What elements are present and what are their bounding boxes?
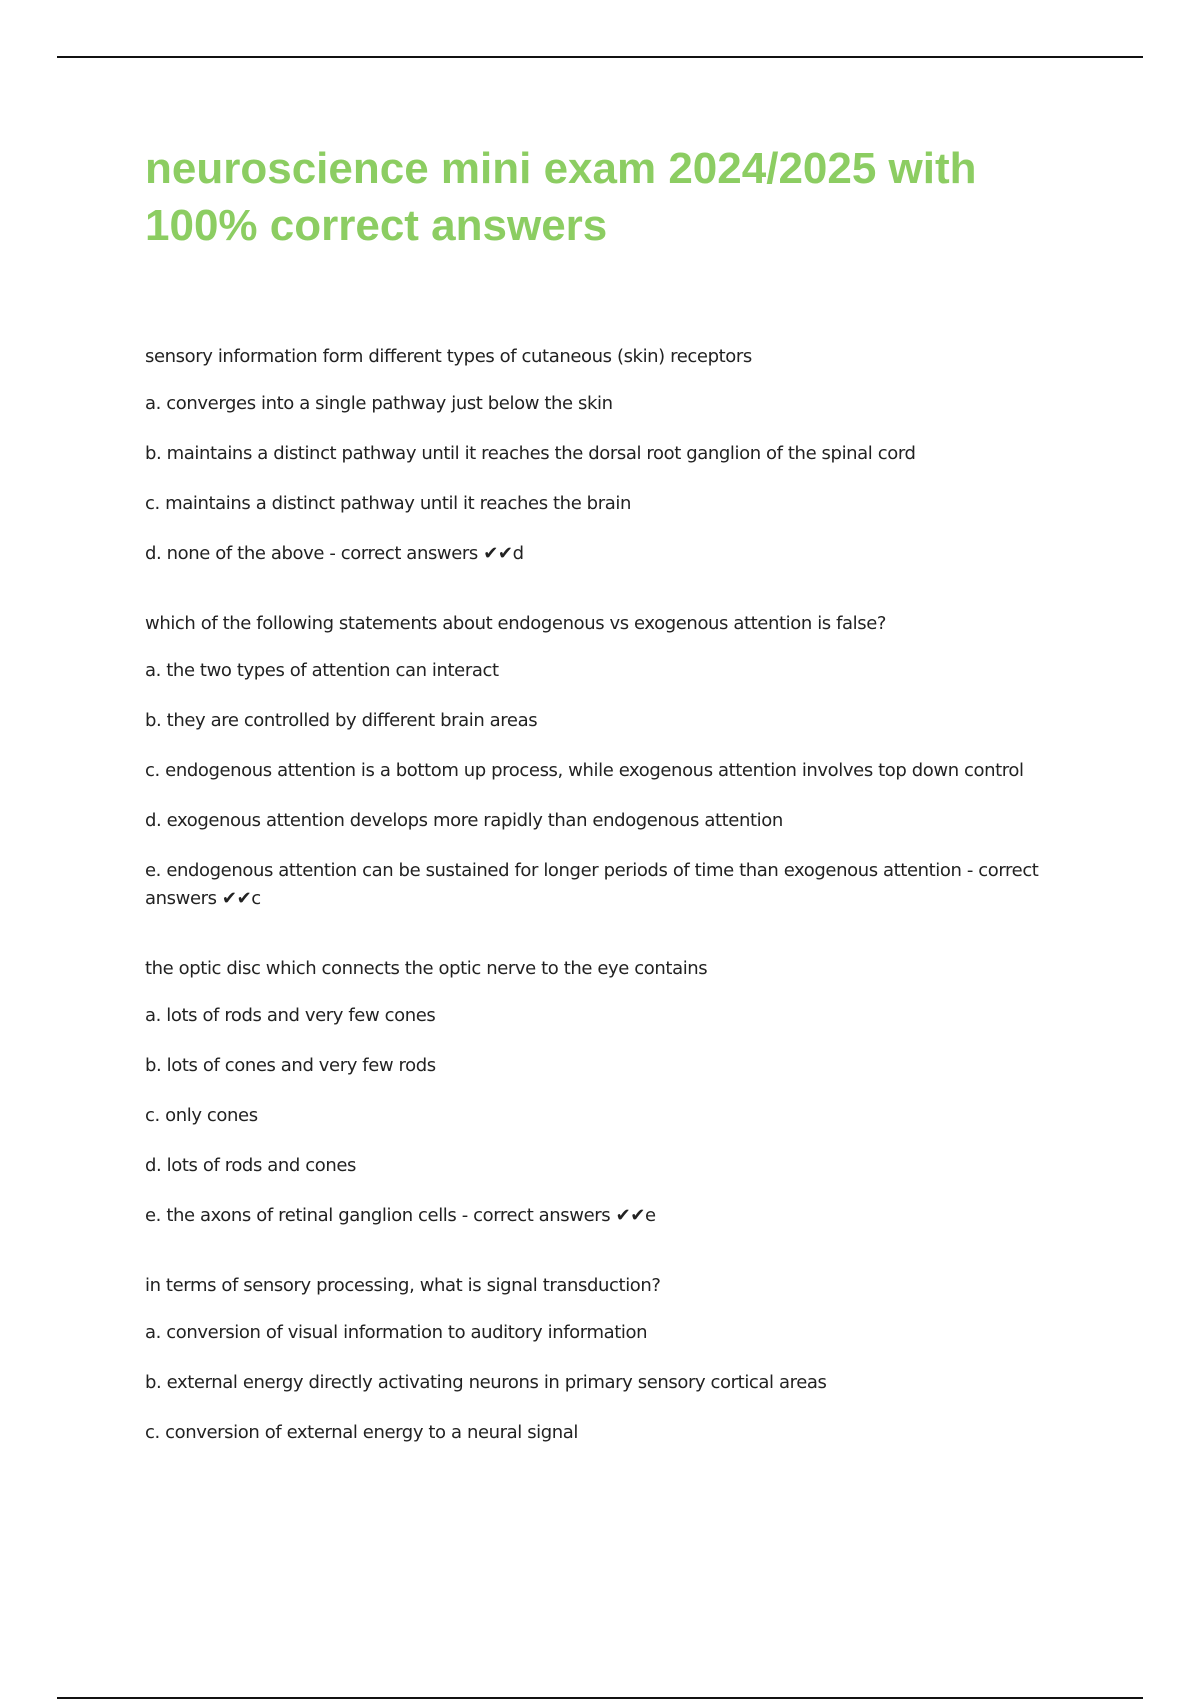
question-block-3 <box>145 958 1085 1230</box>
question-list <box>145 346 1085 1492</box>
answer-option: c. maintains a distinct pathway until it reaches the brain <box>145 493 631 514</box>
answer-option: b. external energy directly activating neurons in primary sensory cortical areas <box>145 1372 827 1393</box>
answer-option: d. exogenous attention develops more rapidly than endogenous attention <box>145 810 783 831</box>
header-rule <box>57 56 1143 58</box>
question-text: sensory information form different types of cutaneous (skin) receptors <box>145 346 752 367</box>
page-title: neuroscience mini exam 2024/2025 with 100% correct answers <box>145 144 977 250</box>
answer-option-correct: e. endogenous attention can be sustained for longer periods of time than exogenous attention - correct answers ✔✔c <box>145 860 1039 909</box>
answer-option: a. the two types of attention can interact <box>145 660 499 681</box>
answer-option: a. conversion of visual information to auditory information <box>145 1322 648 1343</box>
question-text: in terms of sensory processing, what is signal transduction? <box>145 1275 661 1296</box>
answer-option: c. endogenous attention is a bottom up process, while exogenous attention involves top down control <box>145 760 1024 781</box>
question-text: the optic disc which connects the optic nerve to the eye contains <box>145 958 708 979</box>
answer-option-correct: d. none of the above - correct answers ✔✔d <box>145 543 524 564</box>
footer-rule <box>57 1697 1143 1699</box>
answer-option-correct: e. the axons of retinal ganglion cells - correct answers ✔✔e <box>145 1205 656 1226</box>
question-text: which of the following statements about endogenous vs exogenous attention is false? <box>145 613 887 634</box>
answer-option: b. they are controlled by different brain areas <box>145 710 538 731</box>
answer-option: b. lots of cones and very few rods <box>145 1055 436 1076</box>
answer-option: b. maintains a distinct pathway until it reaches the dorsal root ganglion of the spinal cord <box>145 443 916 464</box>
question-block-2 <box>145 613 1085 913</box>
answer-option: d. lots of rods and cones <box>145 1155 357 1176</box>
question-block-1 <box>145 346 1085 568</box>
question-block-4 <box>145 1275 1085 1447</box>
answer-option: a. converges into a single pathway just below the skin <box>145 393 613 414</box>
answer-option: c. conversion of external energy to a neural signal <box>145 1422 579 1443</box>
answer-option: c. only cones <box>145 1105 258 1126</box>
answer-option: a. lots of rods and very few cones <box>145 1005 436 1026</box>
